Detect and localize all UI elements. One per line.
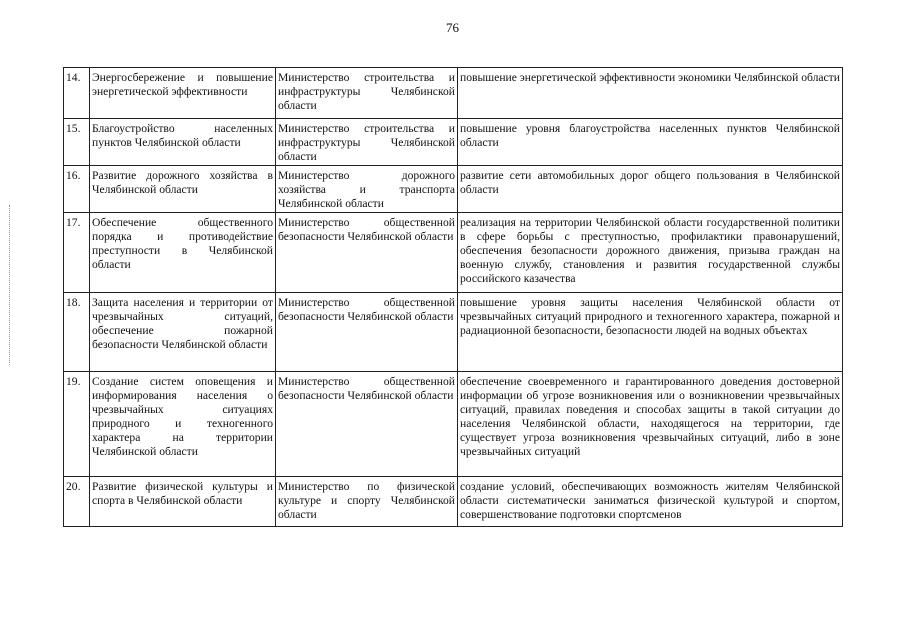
program-goal: обеспечение своевременного и гарантированного доведения достоверной информации об угрозе возникновения или о возникновении чрезвычайных ситуаций, правилах поведения и способах защиты в такой ситуации до населения Челябинской области, находящегося на территории, где существует угроза возникновения чрезвычайных ситуаций, либо в зоне чрезвычайных ситуаций bbox=[458, 372, 843, 477]
page-number: 76 bbox=[446, 20, 459, 35]
program-name: Благоустройство населенных пунктов Челябинской области bbox=[90, 119, 276, 166]
programs-table bbox=[63, 67, 843, 527]
program-goal: повышение энергетической эффективности экономики Челябинской области bbox=[458, 68, 843, 119]
program-goal: развитие сети автомобильных дорог общего пользования в Челябинской области bbox=[458, 166, 843, 213]
table-row bbox=[64, 119, 843, 166]
row-number: 15. bbox=[64, 119, 90, 166]
row-number: 20. bbox=[64, 477, 90, 527]
responsible-ministry: Министерство по физической культуре и спорту Челябинской области bbox=[276, 477, 458, 527]
responsible-ministry: Министерство общественной безопасности Челябинской области bbox=[276, 213, 458, 293]
program-name: Развитие физической культуры и спорта в Челябинской области bbox=[90, 477, 276, 527]
table-row bbox=[64, 293, 843, 372]
row-number: 17. bbox=[64, 213, 90, 293]
program-goal: создание условий, обеспечивающих возможность жителям Челябинской области систематически заниматься физической культурой и спортом, совершенствование подготовки спортсменов bbox=[458, 477, 843, 527]
responsible-ministry: Министерство общественной безопасности Челябинской области bbox=[276, 293, 458, 372]
row-number: 16. bbox=[64, 166, 90, 213]
program-name: Защита населения и территории от чрезвычайных ситуаций, обеспечение пожарной безопасности Челябинской области bbox=[90, 293, 276, 372]
table-row bbox=[64, 68, 843, 119]
table-row bbox=[64, 477, 843, 527]
responsible-ministry: Министерство дорожного хозяйства и транспорта Челябинской области bbox=[276, 166, 458, 213]
program-goal: повышение уровня защиты населения Челябинской области от чрезвычайных ситуаций природного и техногенного характера, пожарной и радиационной безопасности, безопасности людей на водных объектах bbox=[458, 293, 843, 372]
program-name: Создание систем оповещения и информирования населения о чрезвычайных ситуациях природного и техногенного характера на территории Челябинской области bbox=[90, 372, 276, 477]
responsible-ministry: Министерство общественной безопасности Челябинской области bbox=[276, 372, 458, 477]
program-goal: повышение уровня благоустройства населенных пунктов Челябинской области bbox=[458, 119, 843, 166]
program-name: Энергосбережение и повышение энергетической эффективности bbox=[90, 68, 276, 119]
responsible-ministry: Министерство строительства и инфраструктуры Челябинской области bbox=[276, 119, 458, 166]
table-row bbox=[64, 372, 843, 477]
program-name: Развитие дорожного хозяйства в Челябинской области bbox=[90, 166, 276, 213]
row-number: 19. bbox=[64, 372, 90, 477]
table-row bbox=[64, 213, 843, 293]
program-goal: реализация на территории Челябинской области государственной политики в сфере борьбы с преступностью, профилактики правонарушений, обеспечения безопасности дорожного движения, призыва граждан на военную службу, становления и развития государственной службы российского казачества bbox=[458, 213, 843, 293]
margin-rule bbox=[9, 205, 10, 365]
row-number: 18. bbox=[64, 293, 90, 372]
responsible-ministry: Министерство строительства и инфраструктуры Челябинской области bbox=[276, 68, 458, 119]
program-name: Обеспечение общественного порядка и противодействие преступности в Челябинской области bbox=[90, 213, 276, 293]
table-row bbox=[64, 166, 843, 213]
row-number: 14. bbox=[64, 68, 90, 119]
